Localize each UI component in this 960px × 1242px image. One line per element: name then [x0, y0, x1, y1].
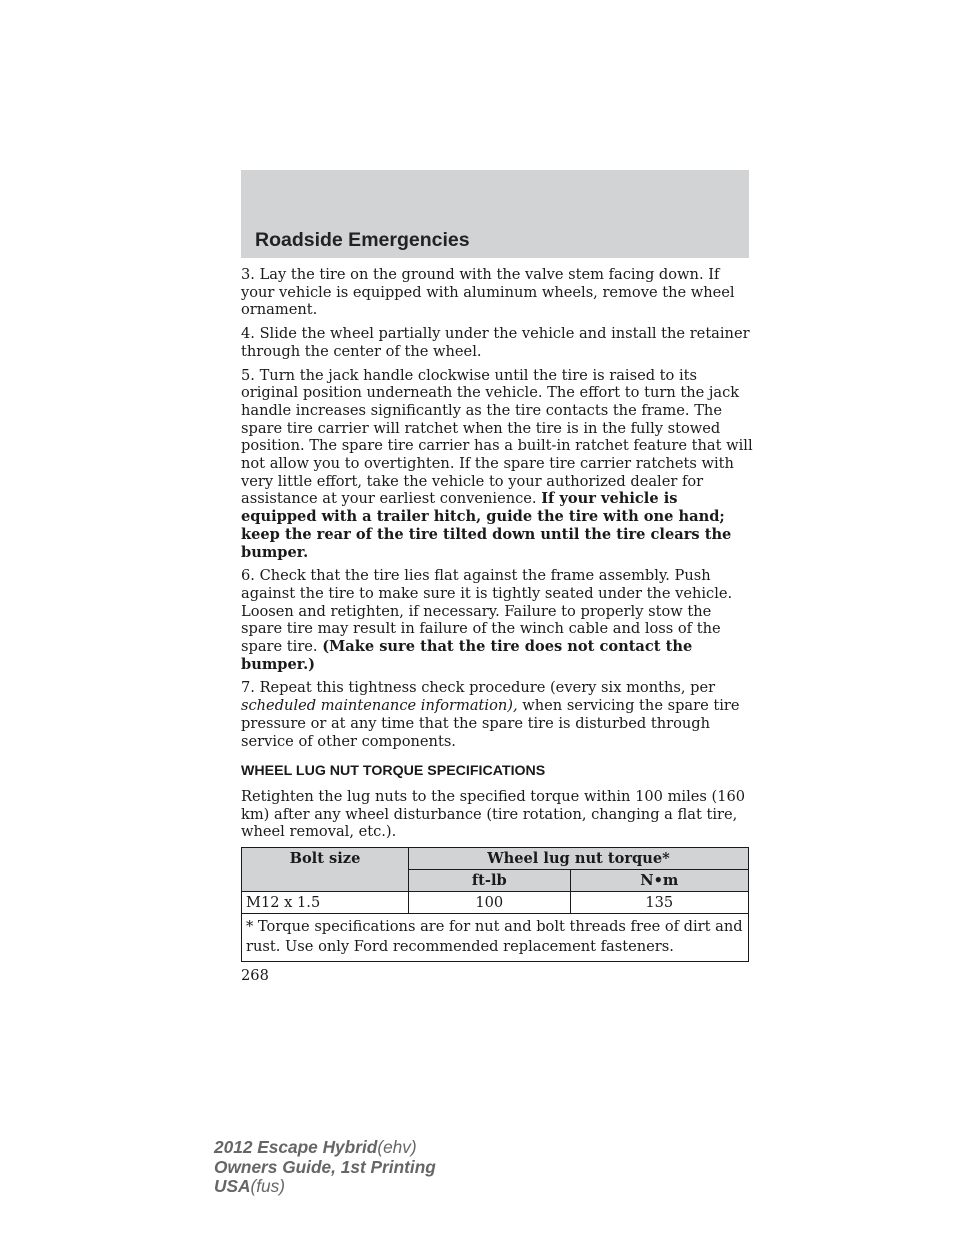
torque-footnote: * Torque specifications are for nut and bolt threads free of dirt and rust. Use only Ford recommended replacement fasteners. [242, 914, 749, 962]
footer-model: 2012 Escape Hybrid [214, 1137, 378, 1157]
section-title: Roadside Emergencies [255, 229, 470, 251]
footer-line-3 [214, 1177, 436, 1197]
unit-ft-lb: ft-lb [409, 870, 571, 892]
torque-table [241, 847, 749, 962]
footer-line-1 [214, 1138, 436, 1158]
step-5 [241, 367, 753, 562]
step-6-text: 6. Check that the tire lies flat against the frame assembly. Push against the tire to make sure it is tightly seated under the vehicle. Loosen and retighten, if necessary. Failure to properly stow the spare tire may result in failure of the winch cable and loss of the spare tire. [241, 567, 733, 656]
col-bolt-size: Bolt size [242, 848, 409, 892]
document-footer [214, 1138, 436, 1197]
step-7-reference: scheduled maintenance information), [241, 697, 518, 715]
torque-table-header-row [242, 848, 749, 870]
step-5-warning: If your vehicle is equipped with a trailer hitch, guide the tire with one hand; keep the rear of the tire tilted down until the tire clears the bumper. [241, 490, 732, 561]
col-lug-nut-torque: Wheel lug nut torque* [409, 848, 749, 870]
nm-cell: 135 [570, 892, 748, 914]
step-6 [241, 567, 753, 673]
step-5-text: 5. Turn the jack handle clockwise until the tire is raised to its original position underneath the vehicle. The effort to turn the jack handle increases significantly as the tire contacts the frame. The spare tire carrier will ratchet when the tire is in the fully stowed position. The spare tire carrier has a built-in ratchet feature that will not allow you to overtighten. If the spare tire carrier ratchets with very little effort, take the vehicle to your authorized dealer for assistance at your earliest convenience. [241, 366, 753, 508]
page-number: 268 [241, 967, 269, 984]
footer-market-code: (fus) [250, 1176, 286, 1196]
step-7-text-after: when servicing the spare tire pressure or at any time that the spare tire is disturbed through service of other components. [241, 697, 740, 750]
torque-section-heading: WHEEL LUG NUT TORQUE SPECIFICATIONS [241, 763, 546, 780]
footer-edition: Owners Guide, 1st Printing [214, 1156, 436, 1177]
table-row [242, 892, 749, 914]
ftlb-cell: 100 [409, 892, 571, 914]
section-header-band [241, 170, 749, 258]
step-7 [241, 679, 753, 750]
step-3: 3. Lay the tire on the ground with the valve stem facing down. If your vehicle is equipped with aluminum wheels, remove the wheel ornament. [241, 266, 735, 319]
bolt-size-cell: M12 x 1.5 [242, 892, 409, 914]
step-4: 4. Slide the wheel partially under the vehicle and install the retainer through the center of the wheel. [241, 325, 750, 360]
footer-market: USA [214, 1176, 251, 1196]
step-7-text: 7. Repeat this tightness check procedure (every six months, per [241, 679, 716, 697]
unit-nm: N•m [570, 870, 748, 892]
step-6-warning: (Make sure that the tire does not contact the bumper.) [241, 638, 693, 673]
torque-intro: Retighten the lug nuts to the specified torque within 100 miles (160 km) after any wheel disturbance (tire rotation, changing a flat tire, wheel removal, etc.). [241, 787, 746, 841]
page-content [241, 266, 753, 962]
footer-model-code: (ehv) [377, 1137, 417, 1157]
table-note-row [242, 914, 749, 962]
